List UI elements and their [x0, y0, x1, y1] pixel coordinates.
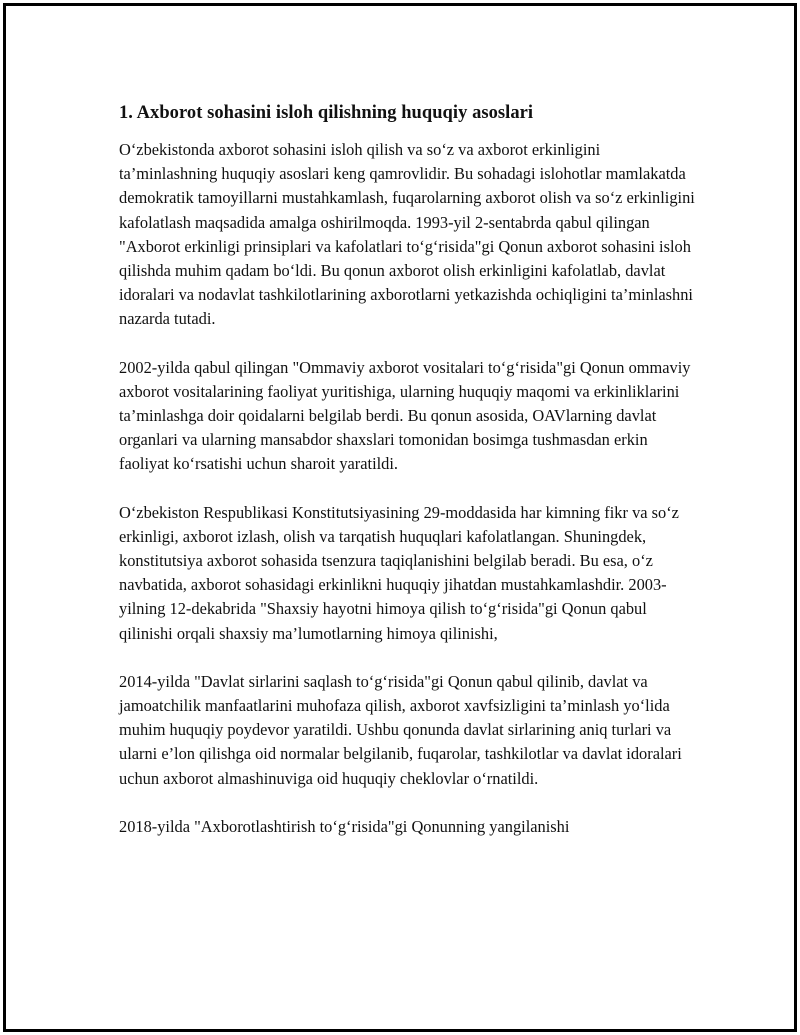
- paragraph: O‘zbekistonda axborot sohasini isloh qilish va so‘z va axborot erkinligini ta’minlashning huquqiy asoslari keng qamrovlidir. Bu sohadagi islohotlar mamlakatda demokratik tamoyillarni mustahkamlash, fuqarolarning axborot olish va so‘z erkinligini kafolatlash maqsadida amalga oshirilmoqda. 1993-yil 2-sentabrda qabul qilingan "Axborot erkinligi prinsiplari va kafolatlari to‘g‘risida"gi Qonun axborot sohasini isloh qilishda muhim qadam bo‘ldi. Bu qonun axborot olish erkinligini kafolatlab, davlat idoralari va nodavlat tashkilotlarining axborotlarni yetkazishda ochiqligini ta’minlashni nazarda tutadi.: [119, 140, 695, 329]
- document-body: [119, 100, 699, 839]
- page-frame: [3, 3, 797, 1032]
- paragraph: O‘zbekiston Respublikasi Konstitutsiyasining 29-moddasida har kimning fikr va so‘z erkinligi, axborot izlash, olish va tarqatish huquqlari kafolatlangan. Shuningdek, konstitutsiya axborot sohasida tsenzura taqiqlanishini belgilab beradi. Bu esa, o‘z navbatida, axborot sohasidagi erkinlikni huquqiy jihatdan mustahkamlashdir. 2003-yilning 12-dekabrida "Shaxsiy hayotni himoya qilish to‘g‘risida"gi Qonun qabul qilinishi orqali shaxsiy ma’lumotlarning himoya qilinishi,: [119, 502, 679, 643]
- paragraph: 2002-yilda qabul qilingan "Ommaviy axborot vositalari to‘g‘risida"gi Qonun ommaviy axborot vositalarining faoliyat yuritishiga, ularning huquqiy maqomi va erkinliklarini ta’minlashga doir qoidalarni belgilab berdi. Bu qonun asosida, OAVlarning davlat organlari va ularning mansabdor shaxslari tomonidan bosimga tushmasdan erkin faoliyat ko‘rsatishi uchun sharoit yaratildi.: [119, 357, 691, 474]
- paragraph: 2018-yilda "Axborotlashtirish to‘g‘risida"gi Qonunning yangilanishi: [119, 816, 570, 836]
- section-heading: 1. Axborot sohasini isloh qilishning huquqiy asoslari: [119, 103, 534, 123]
- paragraph: 2014-yilda "Davlat sirlarini saqlash to‘g‘risida"gi Qonun qabul qilinib, davlat va jamoatchilik manfaatlarini muhofaza qilish, axborot xavfsizligini ta’minlash yo‘lida muhim huquqiy poydevor yaratildi. Ushbu qonunda davlat sirlarining aniq turlari va ularni e’lon qilishga oid normalar belgilanib, fuqarolar, tashkilotlar va davlat idoralari uchun axborot almashinuviga oid huquqiy cheklovlar o‘rnatildi.: [119, 671, 682, 788]
